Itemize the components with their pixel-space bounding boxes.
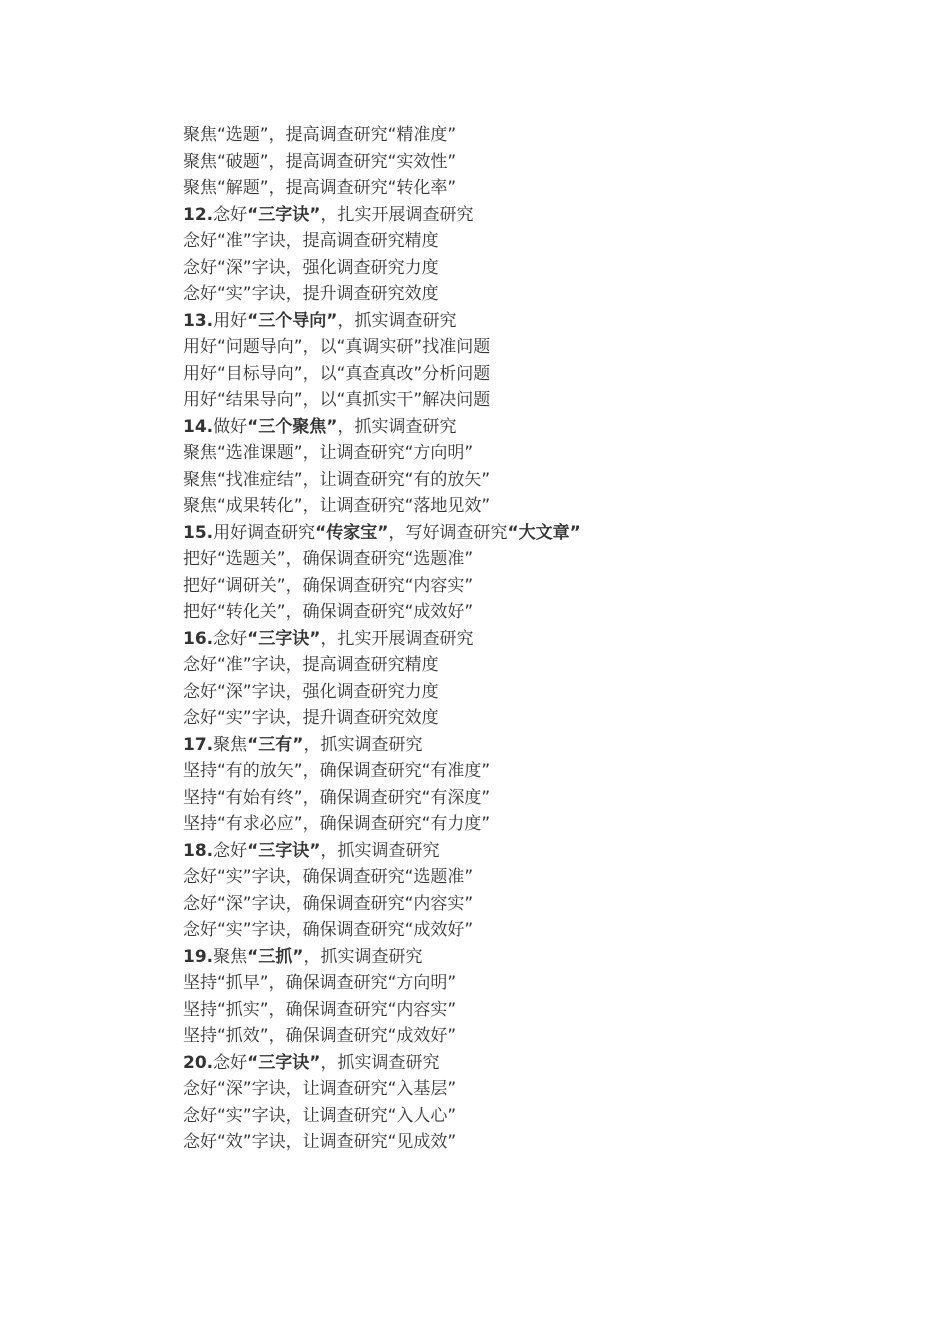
list-item: 念好“实”字诀，提升调查研究效度 bbox=[183, 284, 439, 304]
heading-text-part: ，抓实调查研究 bbox=[320, 1052, 440, 1073]
heading-text-part: 做好 bbox=[213, 416, 248, 437]
list-item: 聚焦“选题”，提高调查研究“精准度” bbox=[183, 125, 457, 145]
heading-number: 12. bbox=[183, 204, 214, 225]
heading-text-part: “三字诀” bbox=[247, 204, 321, 225]
heading-text-part: ，扎实开展调查研究 bbox=[320, 204, 474, 225]
list-item: 把好“转化关”，确保调查研究“成效好” bbox=[183, 602, 474, 622]
section-heading bbox=[183, 944, 883, 971]
section-heading bbox=[183, 626, 883, 653]
heading-number: 14. bbox=[183, 416, 214, 437]
list-item: 坚持“有始有终”，确保调查研究“有深度” bbox=[183, 787, 491, 808]
heading-text-part: “三字诀” bbox=[247, 628, 321, 649]
heading-text-part: “传家宝” bbox=[315, 522, 389, 543]
list-item: 念好“实”字诀，提升调查研究效度 bbox=[183, 708, 439, 728]
heading-number: 18. bbox=[183, 840, 214, 861]
list-item: 坚持“抓效”，确保调查研究“成效好” bbox=[183, 1026, 457, 1046]
document-page bbox=[183, 122, 883, 1156]
heading-text-part: ，抓实调查研究 bbox=[303, 734, 423, 755]
list-item: 念好“准”字诀，提高调查研究精度 bbox=[183, 231, 439, 251]
list-item: 念好“准”字诀，提高调查研究精度 bbox=[183, 655, 439, 675]
heading-text-part: 念好 bbox=[213, 204, 248, 225]
heading-text-part: “三字诀” bbox=[247, 1052, 321, 1073]
list-item: 坚持“有的放矢”，确保调查研究“有准度” bbox=[183, 761, 491, 781]
list-item: 聚焦“成果转化”，让调查研究“落地见效” bbox=[183, 496, 491, 516]
heading-number: 16. bbox=[183, 628, 214, 649]
section-heading bbox=[183, 1050, 883, 1077]
list-item: 念好“深”字诀，让调查研究“入基层” bbox=[183, 1079, 457, 1099]
heading-number: 13. bbox=[183, 310, 214, 331]
list-item: 念好“实”字诀，确保调查研究“成效好” bbox=[183, 920, 474, 940]
heading-text-part: “大文章” bbox=[507, 522, 581, 543]
list-item: 聚焦“选准课题”，让调查研究“方向明” bbox=[183, 443, 474, 463]
section-heading bbox=[183, 202, 883, 229]
list-item: 念好“实”字诀，让调查研究“入人心” bbox=[183, 1105, 457, 1126]
section-heading bbox=[183, 308, 883, 335]
list-item: 念好“实”字诀，确保调查研究“选题准” bbox=[183, 867, 474, 887]
list-item: 用好“问题导向”，以“真调实研”找准问题 bbox=[183, 337, 491, 357]
heading-text-part: “三抓” bbox=[247, 946, 304, 967]
heading-text-part: ，抓实调查研究 bbox=[320, 840, 440, 861]
list-item: 坚持“抓早”，确保调查研究“方向明” bbox=[183, 973, 457, 993]
heading-text-part: 念好 bbox=[213, 628, 248, 649]
section-heading bbox=[183, 838, 883, 865]
list-item: 念好“深”字诀，强化调查研究力度 bbox=[183, 257, 439, 278]
heading-text-part: 用好调查研究 bbox=[213, 522, 316, 543]
list-item: 把好“选题关”，确保调查研究“选题准” bbox=[183, 549, 474, 569]
heading-text-part: ，抓实调查研究 bbox=[303, 946, 423, 967]
list-item: 聚焦“解题”，提高调查研究“转化率” bbox=[183, 178, 457, 198]
heading-number: 19. bbox=[183, 946, 214, 967]
list-item: 聚焦“破题”，提高调查研究“实效性” bbox=[183, 151, 457, 172]
list-item: 用好“结果导向”，以“真抓实干”解决问题 bbox=[183, 390, 491, 410]
heading-text-part: 念好 bbox=[213, 840, 248, 861]
heading-text-part: ，扎实开展调查研究 bbox=[320, 628, 474, 649]
heading-text-part: ，抓实调查研究 bbox=[337, 416, 457, 437]
list-item: 用好“目标导向”，以“真查真改”分析问题 bbox=[183, 363, 491, 384]
heading-text-part: ，抓实调查研究 bbox=[337, 310, 457, 331]
section-heading bbox=[183, 414, 883, 441]
section-heading bbox=[183, 520, 883, 547]
heading-number: 17. bbox=[183, 734, 214, 755]
heading-text-part: 聚焦 bbox=[213, 734, 248, 755]
heading-text-part: “三个导向” bbox=[247, 310, 338, 331]
heading-text-part: 聚焦 bbox=[213, 946, 248, 967]
heading-text-part: 念好 bbox=[213, 1052, 248, 1073]
heading-text-part: “三个聚焦” bbox=[247, 416, 338, 437]
list-item: 念好“深”字诀，强化调查研究力度 bbox=[183, 681, 439, 702]
heading-text-part: 用好 bbox=[213, 310, 248, 331]
heading-text-part: ，写好调查研究 bbox=[388, 522, 508, 543]
list-item: 聚焦“找准症结”，让调查研究“有的放矢” bbox=[183, 469, 491, 490]
list-item: 念好“深”字诀，确保调查研究“内容实” bbox=[183, 893, 474, 914]
list-item: 念好“效”字诀，让调查研究“见成效” bbox=[183, 1132, 457, 1152]
heading-number: 15. bbox=[183, 522, 214, 543]
heading-number: 20. bbox=[183, 1052, 214, 1073]
list-item: 把好“调研关”，确保调查研究“内容实” bbox=[183, 575, 474, 596]
heading-text-part: “三有” bbox=[247, 734, 304, 755]
section-heading bbox=[183, 732, 883, 759]
list-item: 坚持“有求必应”，确保调查研究“有力度” bbox=[183, 814, 491, 834]
heading-text-part: “三字诀” bbox=[247, 840, 321, 861]
list-item: 坚持“抓实”，确保调查研究“内容实” bbox=[183, 999, 457, 1020]
